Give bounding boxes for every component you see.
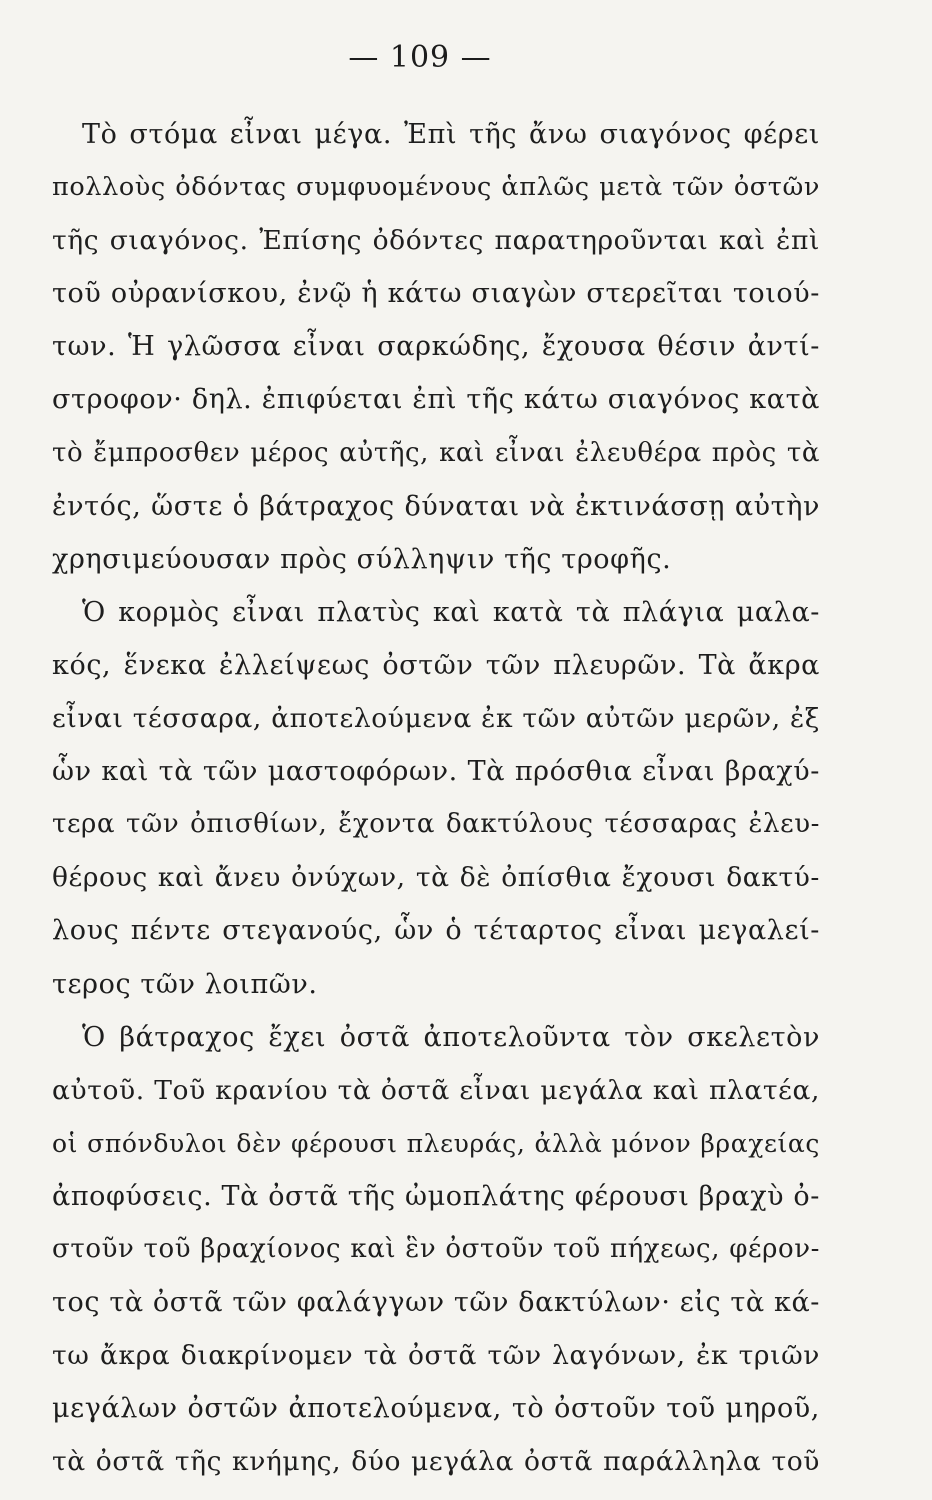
text-line: τερα τῶν ὀπισθίων, ἔχοντα δακτύλους τέσσαρας ἐλευ- [52,809,820,840]
text-line: τοῦ οὐρανίσκου, ἐνῷ ἡ κάτω σιαγὼν στερεῖται τοιού- [52,278,820,310]
text-line: πολλοὺς ὀδόντας συμφυομένους ἁπλῶς μετὰ τῶν ὀστῶν [52,172,820,203]
text-line: ἐντός, ὥστε ὁ βάτραχος δύναται νὰ ἐκτινάσσῃ αὐτὴν [52,490,820,522]
text-line: Ὁ βάτραχος ἔχει ὀστᾶ ἀποτελοῦντα τὸν σκελετὸν [82,1021,820,1053]
text-line: θέρους καὶ ἄνευ ὀνύχων, τὰ δὲ ὀπίσθια ἔχουσι δακτύ- [52,862,820,894]
text-line: τερος τῶν λοιπῶν. [52,968,318,1000]
text-line: ὧν καὶ τὰ τῶν μαστοφόρων. Τὰ πρόσθια εἶναι βραχύ- [52,756,820,788]
body-text [52,108,820,1488]
text-line: κός, ἕνεκα ἐλλείψεως ὀστῶν τῶν πλευρῶν. Τὰ ἄκρα [52,649,820,681]
text-line: ἀποφύσεις. Τὰ ὀστᾶ τῆς ὠμοπλάτης φέρουσι βραχὺ ὀ- [52,1180,820,1212]
text-line: των. Ἡ γλῶσσα εἶναι σαρκώδης, ἔχουσα θέσιν ἀντί- [52,331,820,363]
text-line: εἶναι τέσσαρα, ἀποτελούμενα ἐκ τῶν αὐτῶν μερῶν, ἐξ [52,703,820,735]
text-line: οἱ σπόνδυλοι δὲν φέρουσι πλευράς, ἀλλὰ μόνον βραχείας [52,1128,820,1158]
text-line: Τὸ στόμα εἶναι μέγα. Ἐπὶ τῆς ἄνω σιαγόνος φέρει [82,119,820,150]
text-line: Ὁ κορμὸς εἶναι πλατὺς καὶ κατὰ τὰ πλάγια μαλα- [82,596,820,628]
text-line: μεγάλων ὀστῶν ἀποτελούμενα, τὸ ὀστοῦν τοῦ μηροῦ, [52,1393,820,1425]
page-number: — 109 — [348,40,492,75]
text-line: τὸ ἔμπροσθεν μέρος αὐτῆς, καὶ εἶναι ἐλευθέρα πρὸς τὰ [52,437,820,468]
text-line: λους πέντε στεγανούς, ὧν ὁ τέταρτος εἶναι μεγαλεί- [52,915,820,947]
text-line: χρησιμεύουσαν πρὸς σύλληψιν τῆς τροφῆς. [52,543,672,575]
text-line: τος τὰ ὀστᾶ τῶν φαλάγγων τῶν δακτύλων· εἰς τὰ κά- [52,1287,820,1319]
text-line: τὰ ὀστᾶ τῆς κνήμης, δύο μεγάλα ὀστᾶ παράλληλα τοῦ [52,1446,820,1478]
text-line: στροφον· δηλ. ἐπιφύεται ἐπὶ τῆς κάτω σιαγόνος κατὰ [52,384,820,416]
text-line: στοῦν τοῦ βραχίονος καὶ ἓν ὀστοῦν τοῦ πήχεως, φέρον- [52,1233,820,1264]
text-line: τω ἄκρα διακρίνομεν τὰ ὀστᾶ τῶν λαγόνων, ἐκ τριῶν [52,1340,820,1372]
text-line: αὐτοῦ. Τοῦ κρανίου τὰ ὀστᾶ εἶναι μεγάλα καὶ πλατέα, [52,1074,820,1106]
text-line: τῆς σιαγόνος. Ἐπίσης ὀδόντες παρατηροῦνται καὶ ἐπὶ [52,225,820,257]
